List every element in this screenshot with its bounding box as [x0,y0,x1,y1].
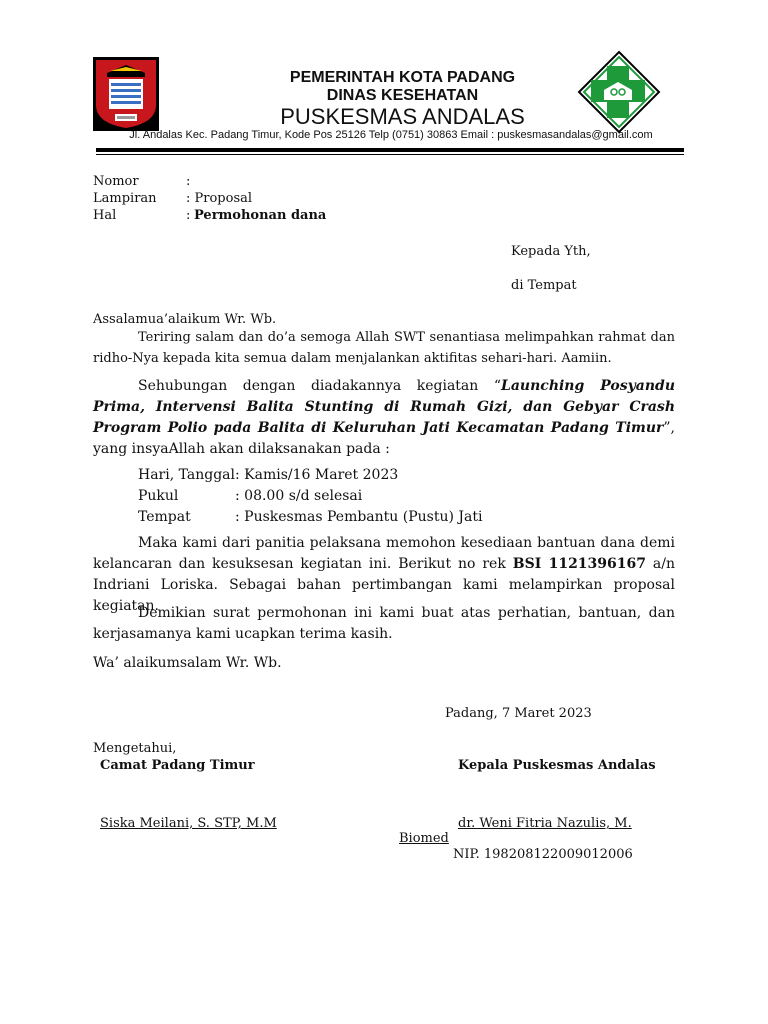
puskesmas-cross-logo-icon [577,50,661,134]
place-date: Padang, 7 Maret 2023 [445,706,592,721]
nomor-label: Nomor [93,174,139,189]
paragraph-4: Demikian surat permohonan ini kami buat atas perhatian, bantuan, dan kerjasamanya kami ucapkan terima kasih. [93,605,675,642]
right-signatory-title: Kepala Puskesmas Andalas [458,758,656,773]
lampiran-label: Lampiran [93,191,157,206]
hal-value: Permohonan dana [194,208,327,223]
greeting: Assalamua’alaikum Wr. Wb. [93,312,277,327]
nomor-value: : [186,174,191,189]
paragraph-2 [93,376,675,460]
paragraph-3-start: Maka kami dari panitia pelaksana memohon kesediaan bantuan dana demi kelancaran dan kesuksesan kegiatan ini. Berikut no rek [93,535,675,572]
detail-row [138,486,482,507]
left-signatory-title: Camat Padang Timur [100,758,255,773]
right-signatory-nip: NIP. 198208122009012006 [453,847,633,862]
hal-colon: : [186,208,191,223]
header-rule-thin [96,154,684,155]
hal-label: Hal [93,208,117,223]
paragraph-2-end: ”, yang insyaAllah akan dilaksanakan pada : [93,420,675,457]
header-line-1: PEMERINTAH KOTA PADANG [289,69,516,86]
paragraph-2-start: Sehubungan dengan diadakannya kegiatan “ [138,378,502,394]
detail-value: : Kamis/16 Maret 2023 [235,467,399,483]
event-details [138,465,482,528]
detail-label: Pukul [138,488,179,504]
header-line-2: DINAS KESEHATAN [326,87,479,104]
detail-row [138,465,482,486]
header-line-3: PUSKESMAS ANDALAS [280,104,525,129]
left-signatory-name: Siska Meilani, S. STP, M.M [100,816,277,831]
right-signatory-name-cont: Biomed [399,831,449,846]
closing: Wa’ alaikumsalam Wr. Wb. [93,655,282,671]
header-rule-thick [96,148,684,152]
detail-label: Tempat [138,509,191,525]
detail-value: : Puskesmas Pembantu (Pustu) Jati [235,509,483,525]
lampiran-value: : Proposal [186,191,253,206]
event-name: Launching Posyandu Prima, Intervensi Balita Stunting di Rumah Gizi, dan Gebyar Crash Program Polio pada Balita di Keluruhan Jati Kecamatan Padang Timur [93,378,675,436]
mengetahui: Mengetahui, [93,741,177,756]
right-signatory-name: dr. Weni Fitria Nazulis, M. [458,816,632,831]
detail-label: Hari, Tanggal [138,467,235,483]
header-address: Jl. Andalas Kec. Padang Timur, Kode Pos 25126 Telp (0751) 30863 Email : puskesmasandalas@gmail.com [129,129,653,141]
bank-account: BSI 1121396167 [512,556,646,572]
detail-row [138,507,482,528]
paragraph-1: Teriring salam dan do’a semoga Allah SWT senantiasa melimpahkan rahmat dan ridho-Nya kepada kita semua dalam menjalankan aktifitas sehari-hari. Aamiin. [93,330,675,366]
detail-value: : 08.00 s/d selesai [235,488,363,504]
padang-city-emblem-icon [93,57,159,131]
recipient-line-2: di Tempat [511,278,577,293]
paragraph-3-end: a/n Indriani Loriska. Sebagai bahan pertimbangan kami melampirkan proposal kegiatan. [93,556,675,614]
recipient-line-1: Kepada Yth, [511,244,591,259]
